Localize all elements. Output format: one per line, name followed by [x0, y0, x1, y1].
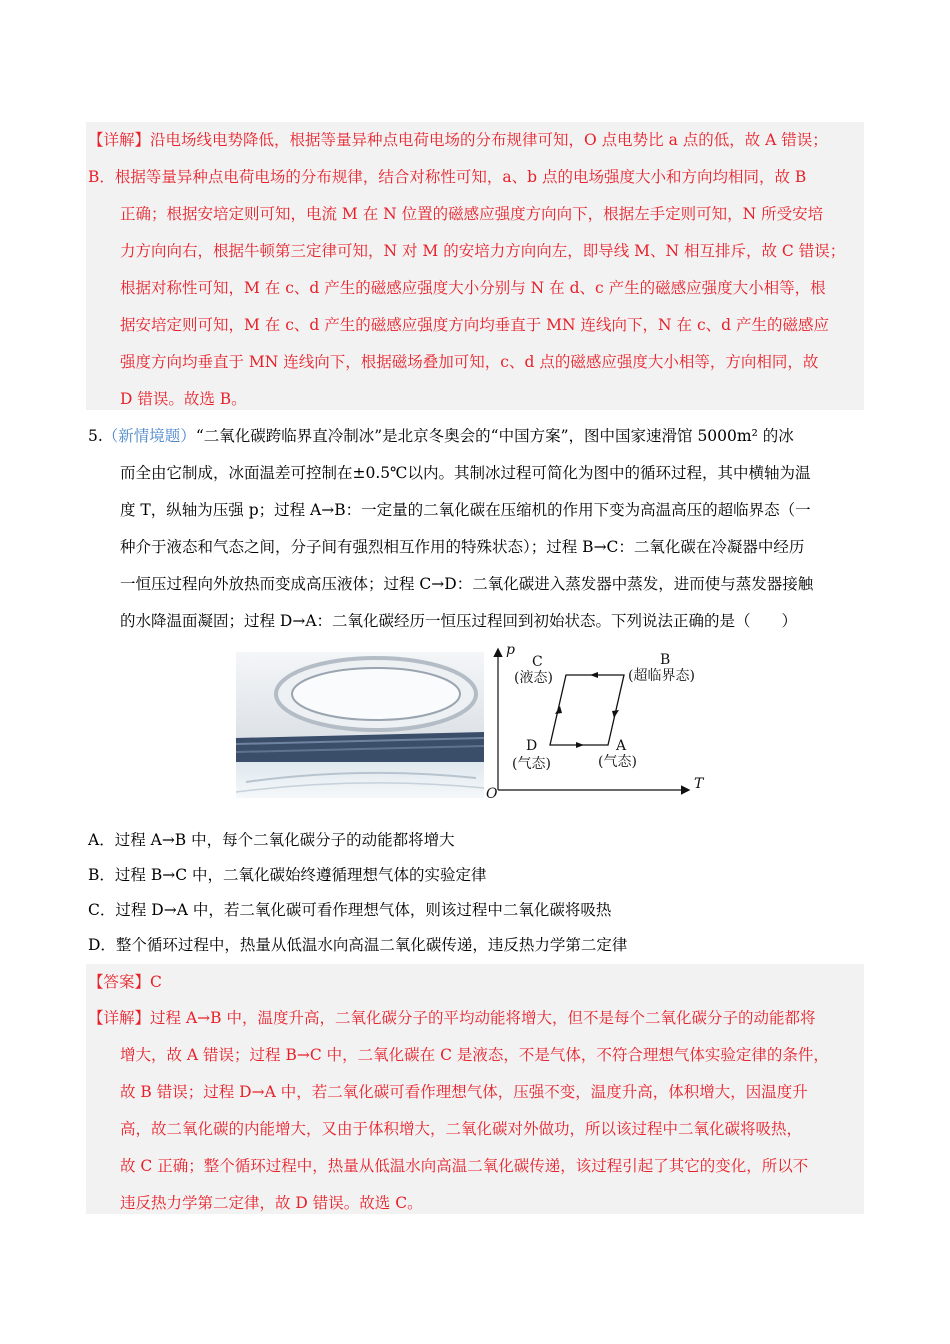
- C-label: C: [532, 654, 543, 670]
- solution-line: 故 C 正确；整个循环过程中，热量从低温水向高温二氧化碳传递，该过程引起了其它的变化，所以不: [120, 1157, 809, 1175]
- option-c: C．过程 D→A 中，若二氧化碳可看作理想气体，则该过程中二氧化碳将吸热: [88, 901, 612, 919]
- x-axis-label: T: [694, 776, 704, 792]
- prev-solution-line: D 错误。故选 B。: [120, 390, 247, 408]
- question-category: （新情境题）: [102, 427, 196, 445]
- A-label: A: [616, 738, 627, 754]
- question-number: 5.: [88, 427, 103, 445]
- prev-solution-line: 正确；根据安培定则可知，电流 M 在 N 位置的磁感应强度方向向下，根据左手定则可知，N 所受安培: [120, 205, 824, 223]
- C-state-label: (液态): [514, 670, 553, 686]
- D-state-label: (气态): [512, 756, 551, 772]
- y-axis-label: p: [506, 642, 515, 658]
- D-label: D: [526, 738, 538, 754]
- question-text: 度 T，纵轴为压强 p；过程 A→B：一定量的二氧化碳在压缩机的作用下变为高温高压的超临界态（一: [120, 501, 811, 519]
- prev-solution-line: 据安培定则可知，M 在 c、d 产生的磁感应强度方向均垂直于 MN 连线向下，N 在 c、d 产生的磁感应: [120, 316, 829, 334]
- speed-skating-oval-photo: [236, 652, 484, 798]
- B-label: B: [660, 652, 671, 668]
- pT-cycle-diagram: [486, 642, 716, 800]
- prev-solution-line: B．根据等量异种点电荷电场的分布规律，结合对称性可知，a、b 点的电场强度大小和方向均相同，故 B: [88, 168, 807, 186]
- origin-label: O: [486, 786, 498, 800]
- prev-solution-tag: 【详解】: [88, 131, 151, 149]
- question-text: “二氧化碳跨临界直冷制冰”是北京冬奥会的“中国方案”，图中国家速滑馆 5000m² 的冰: [195, 427, 794, 445]
- solution-line: 故 B 错误；过程 D→A 中，若二氧化碳可看作理想气体，压强不变，温度升高，体积增大，因温度升: [120, 1083, 808, 1101]
- question-text: 而全由它制成，冰面温差可控制在±0.5℃以内。其制冰过程可简化为图中的循环过程，其中横轴为温: [120, 464, 811, 482]
- A-state-label: (气态): [598, 754, 637, 770]
- solution-tag: 【详解】: [88, 1009, 151, 1027]
- option-a: A．过程 A→B 中，每个二氧化碳分子的动能都将增大: [88, 831, 455, 849]
- answer-line: [88, 972, 162, 992]
- solution-line: 高，故二氧化碳的内能增大，又由于体积增大，二氧化碳对外做功，所以该过程中二氧化碳将吸热，: [120, 1120, 803, 1138]
- answer-tag: 【答案】: [88, 973, 151, 991]
- solution-line: 违反热力学第二定律，故 D 错误。故选 C。: [120, 1194, 423, 1212]
- option-d: D．整个循环过程中，热量从低温水向高温二氧化碳传递，违反热力学第二定律: [88, 936, 628, 954]
- question-first-line: [88, 426, 794, 446]
- question-text: 种介于液态和气态之间，分子间有强烈相互作用的特殊状态）；过程 B→C：二氧化碳在冷凝器中经历: [120, 538, 805, 556]
- question-text: 的水降温面凝固；过程 D→A：二氧化碳经历一恒压过程回到初始状态。下列说法正确的是（ ）: [120, 612, 798, 630]
- prev-solution-line: 强度方向均垂直于 MN 连线向下，根据磁场叠加可知，c、d 点的磁感应强度大小相等，方向相同，故: [120, 353, 819, 371]
- prev-solution-line: 【详解】沿电场线电势降低，根据等量异种点电荷电场的分布规律可知，O 点电势比 a 点的低，故 A 错误；: [88, 131, 828, 149]
- option-b: B．过程 B→C 中，二氧化碳始终遵循理想气体的实验定律: [88, 866, 487, 884]
- solution-first-line: 【详解】过程 A→B 中，温度升高，二氧化碳分子的平均动能将增大，但不是每个二氧化碳分子的动能都将: [88, 1009, 816, 1027]
- prev-solution-line: 力方向向右，根据牛顿第三定律可知，N 对 M 的安培力方向向左，即导线 M、N 相互排斥，故 C 错误；: [120, 242, 846, 260]
- question-text: 一恒压过程向外放热而变成高压液体；过程 C→D：二氧化碳进入蒸发器中蒸发，进而使与蒸发器接触: [120, 575, 814, 593]
- B-state-label: (超临界态): [628, 668, 695, 684]
- answer-value: C: [150, 973, 162, 991]
- solution-line: 增大，故 A 错误；过程 B→C 中，二氧化碳在 C 是液态，不是气体，不符合理想气体实验定律的条件，: [120, 1046, 829, 1064]
- prev-solution-line: 根据对称性可知，M 在 c、d 产生的磁感应强度大小分别与 N 在 d、c 产生的磁感应强度大小相等，根: [120, 279, 826, 297]
